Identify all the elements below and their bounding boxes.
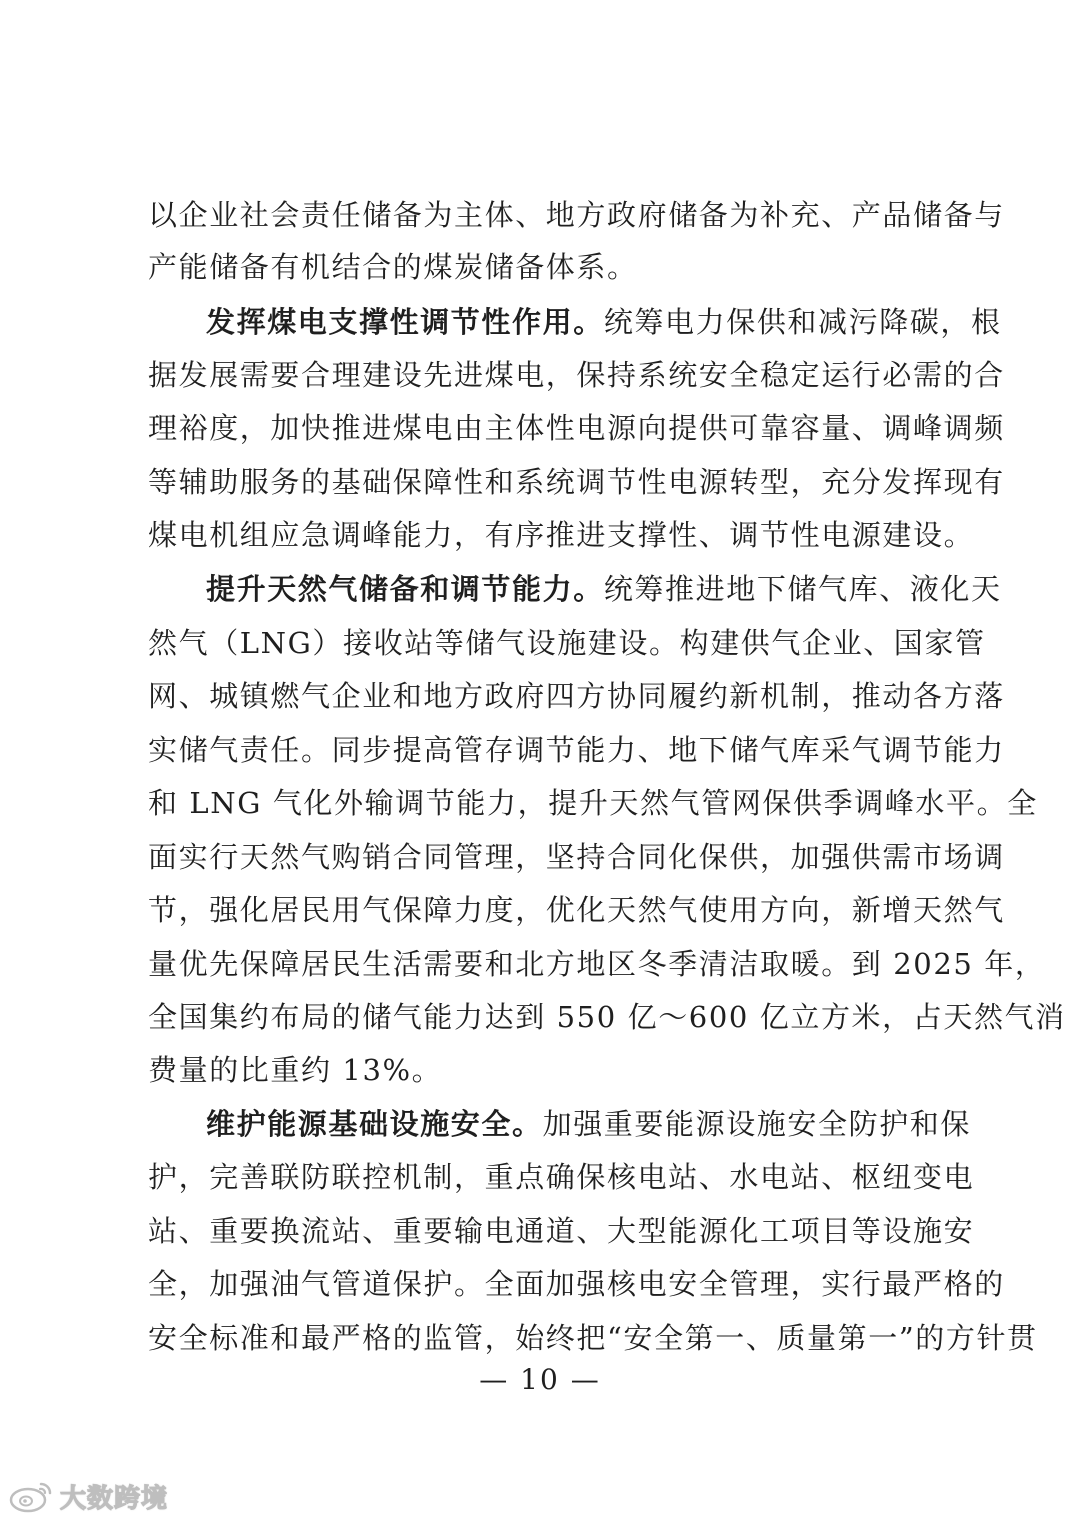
text-line: 网、城镇燃气企业和地方政府四方协同履约新机制，推动各方落 bbox=[148, 679, 1005, 713]
text-line: 全，加强油气管道保护。全面加强核电安全管理，实行最严格的 bbox=[148, 1267, 1005, 1301]
text-line: 理裕度，加快推进煤电由主体性电源向提供可靠容量、调峰调频 bbox=[148, 411, 1005, 445]
text-line: 以企业社会责任储备为主体、地方政府储备为补充、产品储备与 bbox=[148, 198, 1005, 232]
text-line: 产能储备有机结合的煤炭储备体系。 bbox=[148, 250, 638, 284]
text-line: 量优先保障居民生活需要和北方地区冬季清洁取暖。到 2025 年， bbox=[148, 947, 1046, 981]
text-line: 安全标准和最严格的监管，始终把“安全第一、质量第一”的方针贯 bbox=[148, 1321, 1038, 1355]
text-line: 据发展需要合理建设先进煤电，保持系统安全稳定运行必需的合 bbox=[148, 358, 1005, 392]
paragraph-heading: 提升天然气储备和调节能力。 bbox=[206, 572, 604, 606]
paragraph-heading: 维护能源基础设施安全。 bbox=[206, 1107, 543, 1141]
text-line: 然气（LNG）接收站等储气设施建设。构建供气企业、国家管 bbox=[148, 626, 986, 660]
paragraph-heading-line bbox=[206, 302, 1002, 342]
text-line: 等辅助服务的基础保障性和系统调节性电源转型，充分发挥现有 bbox=[148, 465, 1005, 499]
text-run: 统筹电力保供和减污降碳，根 bbox=[603, 305, 1002, 339]
weibo-logo-icon bbox=[8, 1479, 54, 1513]
page-number: — 10 — bbox=[479, 1363, 601, 1396]
paragraph-heading-line bbox=[206, 1104, 972, 1144]
text-line: 全国集约布局的储气能力达到 550 亿～600 亿立方米，占天然气消 bbox=[148, 1000, 1066, 1034]
paragraph-heading: 发挥煤电支撑性调节性作用。 bbox=[206, 305, 604, 339]
text-line: 煤电机组应急调峰能力，有序推进支撑性、调节性电源建设。 bbox=[148, 518, 975, 552]
text-line: 和 LNG 气化外输调节能力，提升天然气管网保供季调峰水平。全 bbox=[148, 786, 1038, 820]
text-line: 实储气责任。同步提高管存调节能力、地下储气库采气调节能力 bbox=[148, 733, 1005, 767]
text-line: 节，强化居民用气保障力度，优化天然气使用方向，新增天然气 bbox=[148, 893, 1005, 927]
text-line: 面实行天然气购销合同管理，坚持合同化保供，加强供需市场调 bbox=[148, 840, 1005, 874]
watermark-text: 大数跨境 bbox=[60, 1483, 169, 1514]
text-line: 护，完善联防联控机制，重点确保核电站、水电站、枢纽变电 bbox=[148, 1160, 975, 1194]
text-line: 站、重要换流站、重要输电通道、大型能源化工项目等设施安 bbox=[148, 1214, 975, 1248]
text-line: 费量的比重约 13%。 bbox=[148, 1053, 443, 1087]
text-run: 统筹推进地下储气库、液化天 bbox=[603, 572, 1002, 606]
paragraph-heading-line bbox=[206, 569, 1002, 609]
text-run: 加强重要能源设施安全防护和保 bbox=[542, 1107, 972, 1141]
watermark bbox=[8, 1475, 168, 1517]
